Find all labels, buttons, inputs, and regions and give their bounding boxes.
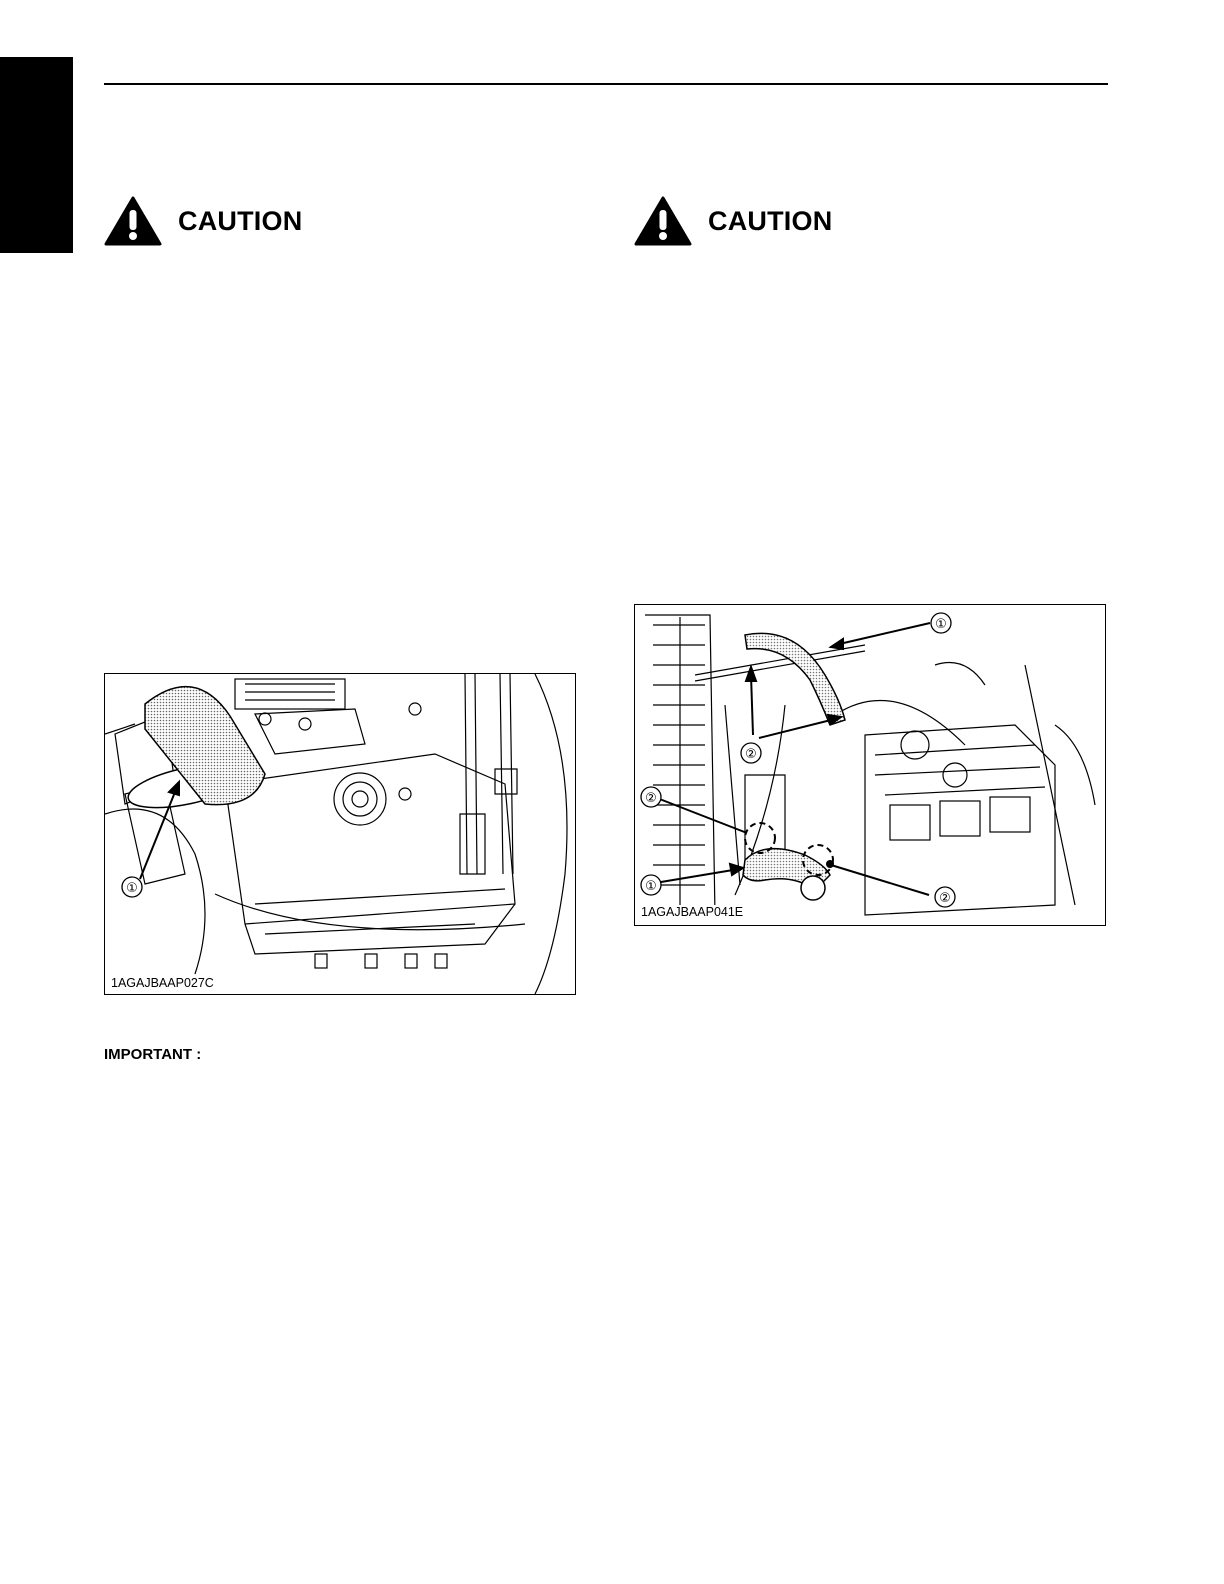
callout-1: ① — [126, 881, 138, 896]
callout-2: ② — [645, 791, 657, 806]
callout-2: ② — [939, 891, 951, 906]
caution-heading-left — [104, 196, 302, 246]
warning-triangle-icon — [104, 196, 162, 246]
hose-illustration — [635, 605, 1105, 925]
caution-heading-right — [634, 196, 832, 246]
warning-triangle-icon — [634, 196, 692, 246]
figure-hoses — [634, 604, 1106, 926]
figure-code: 1AGAJBAAP041E — [641, 905, 744, 919]
figure-code: 1AGAJBAAP027C — [111, 976, 214, 990]
callout-1: ① — [645, 879, 657, 894]
callout-1: ① — [935, 617, 947, 632]
important-label: IMPORTANT : — [104, 1046, 202, 1063]
caution-label: CAUTION — [178, 205, 303, 236]
figure-oil-filter — [104, 673, 576, 995]
oil-filter-illustration — [105, 674, 575, 994]
header-rule — [104, 83, 1108, 85]
callout-2: ② — [745, 747, 757, 762]
section-tab — [0, 57, 73, 253]
caution-label: CAUTION — [708, 205, 833, 236]
